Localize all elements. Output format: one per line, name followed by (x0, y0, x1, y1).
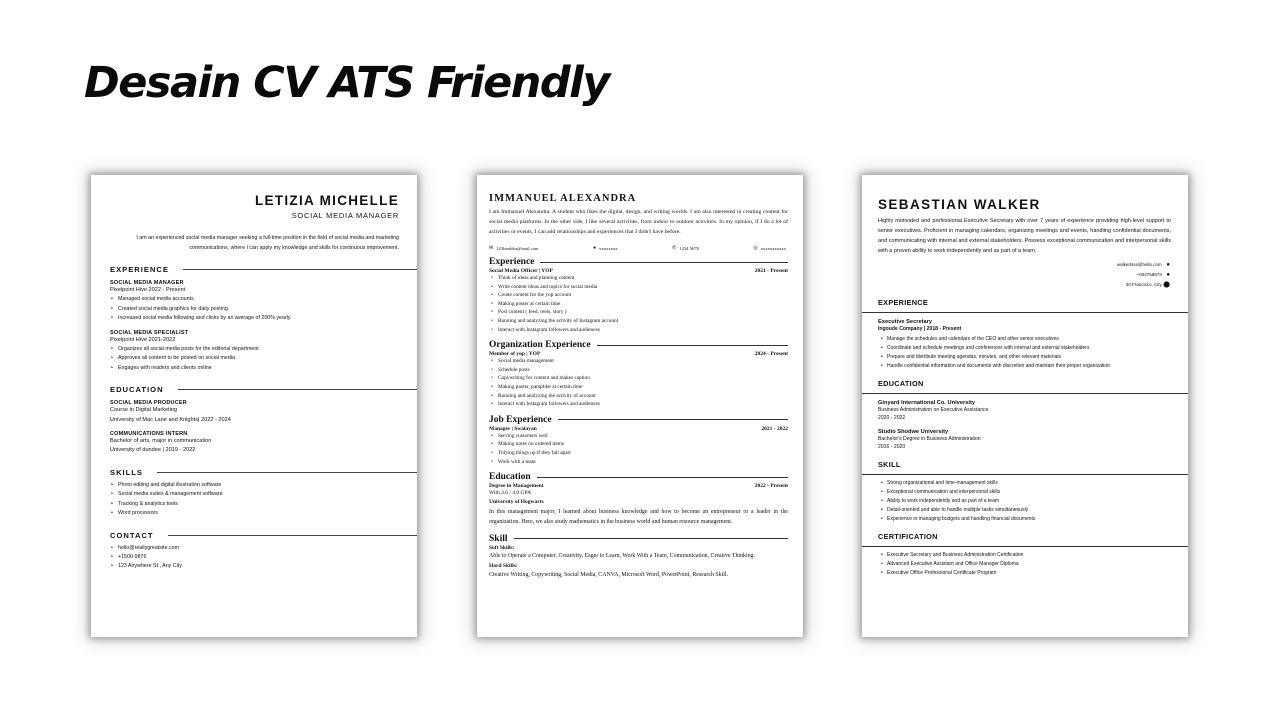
soft-skills-label: Soft Skills: (489, 544, 515, 551)
edu-years: 2016 - 2020 (878, 444, 906, 451)
phone-icon: ✆ (672, 246, 677, 251)
role-date: 2021 - Present (754, 268, 788, 274)
edu-school: University of Hogwarts (489, 498, 544, 505)
list-item: • Ability to work independently and as part of a team (878, 497, 1171, 506)
section-title: SKILL (878, 459, 901, 469)
contact-text: xxxxxxxx (599, 245, 618, 251)
job-company: Ingoude Company | 2018 - Present (878, 326, 962, 332)
contact-text: +003758873 (1136, 272, 1162, 277)
instagram-icon: ◎ (753, 246, 758, 251)
section-experience (110, 265, 399, 274)
divider (597, 345, 788, 346)
section-skill (878, 460, 1171, 475)
job-title: Executive Secretary (878, 319, 933, 325)
cv-summary: I am an experienced social media manager seeking a full-time position in the field of social media and marketing communications, where I can apply my knowledge and skills for continuous improvement. (136, 235, 399, 251)
contact-text: xxxxxxxxxxx (760, 245, 786, 251)
section-title: CERTIFICATION (878, 531, 938, 541)
list-item: • Interact with Instagram followers and audiences (489, 326, 788, 335)
list-item: • Managed social media accounts. (110, 295, 399, 304)
contact-text: 30 Francisco, City (1125, 282, 1162, 287)
job-bullets (110, 345, 399, 373)
list-item: • Social media management (489, 357, 788, 366)
section-education (878, 379, 1171, 394)
list-item: • Think of ideas and planning content (489, 274, 788, 283)
divider (168, 535, 417, 536)
section-title: EDUCATION (110, 385, 164, 395)
section-education (489, 472, 788, 482)
section-title: EDUCATION (878, 378, 924, 388)
job-title: SOCIAL MEDIA SPECIALIST (110, 329, 189, 336)
section-title: EXPERIENCE (110, 265, 169, 274)
divider (862, 312, 1188, 313)
list-item: • 123 Anywhere St., Any City (110, 562, 399, 571)
mail-icon: ✉ (489, 246, 494, 251)
hard-skills-label: Hard Skills: (489, 563, 518, 570)
divider (558, 419, 788, 420)
section-title: Skill (489, 533, 508, 544)
cert-list (878, 551, 1171, 578)
list-item: • Running and analyzing the activity of account (489, 392, 788, 401)
divider (178, 389, 417, 390)
section-skill (489, 534, 788, 544)
cv-card-sebastian[interactable] (862, 175, 1188, 637)
edu-degree: Bachelor's Degree in Business Administration (878, 435, 981, 442)
role-title: Member of yop | YOP (489, 351, 541, 358)
section-skills (110, 468, 399, 477)
edu-degree: Business Administration on Executive Assistance (878, 406, 989, 413)
role-bullets (489, 274, 788, 334)
divider (862, 546, 1188, 547)
divider (540, 262, 788, 263)
contact-location (878, 280, 1170, 290)
section-title: Organization Experience (489, 340, 591, 351)
hard-skills-text: Creative Writing, Copywriting, Social Media, CANVA, Microsoft Word, PowerPoint, Research Skill. (489, 571, 728, 578)
role-date: 2021 - 2022 (761, 425, 788, 432)
list-item: • Exceptional communication and interpersonal skills (878, 488, 1171, 497)
list-item: • Strong organizational and time-management skills (878, 479, 1171, 488)
list-item: • Increased social media following and clicks by an average of 200% yearly. (110, 314, 399, 323)
contact-instagram (753, 245, 786, 251)
contact-phone (878, 270, 1170, 280)
contact-block (878, 260, 1171, 290)
list-item: • Running and analyzing the activity of Instagram account (489, 317, 788, 326)
edu-school: Ginyard International Co. University (878, 399, 976, 406)
job-company: Pixelpoint Hive 2021-2022 (110, 336, 176, 343)
section-title: Job Experience (489, 414, 552, 425)
edu-description: In this management major, I learned about business knowledge and how to become an entrepreneur or a leader in the organization. Here, we also study mathematics in the business world and human resource management. (489, 509, 788, 526)
list-item: • Making poster, pamphlet at certain time (489, 383, 788, 392)
section-experience (878, 298, 1171, 313)
list-item: • Create content for the yop account (489, 291, 788, 300)
list-item: • Tracking & analytics tools (110, 500, 399, 509)
list-item: • Advanced Executive Assistant and Office Manager Diploma (878, 560, 1171, 569)
list-item: • Post content ( feed, reels, story ) (489, 308, 788, 317)
role-title: Social Media Officer | YOP (489, 268, 553, 274)
page-headline: Desain CV ATS Friendly (84, 58, 609, 108)
list-item: • Experience in managing budgets and handling financial documents (878, 515, 1171, 524)
list-item: • Tidying things up if they fall apart (489, 449, 788, 458)
job-company: Pixelpoint Hive 2022 - Present (110, 287, 186, 293)
location-pin-icon: ⬤ (1163, 282, 1170, 288)
contact-email (878, 260, 1170, 270)
edu-title: COMMUNICATIONS INTERN (110, 431, 188, 438)
job-title: SOCIAL MEDIA MANAGER (110, 280, 184, 286)
contact-email (489, 245, 539, 251)
section-education (110, 385, 399, 394)
cv-card-immanuel[interactable] (477, 175, 803, 637)
divider (537, 477, 788, 478)
list-item: • Making notes on ordered items (489, 440, 788, 449)
cv-name: IMMANUEL ALEXANDRA (489, 193, 637, 204)
edu-title: SOCIAL MEDIA PRODUCER (110, 400, 187, 407)
section-experience (489, 257, 788, 267)
list-item: • Manage the schedules and calendars of the CEO and other senior executives (878, 335, 1171, 344)
list-item: • Created social media graphics for daily posting. (110, 305, 399, 314)
skills-list (878, 479, 1171, 524)
job-bullets (878, 335, 1171, 371)
edu-line: Course in Digital Marketing (110, 407, 178, 414)
divider (862, 393, 1188, 394)
edu-degree: Degree in Management (489, 483, 544, 490)
social-icon: ● (593, 245, 597, 251)
list-item: • Work with a team (489, 458, 788, 467)
contact-text: walkertsss@hello.com (1116, 262, 1162, 267)
list-item: • Copywriting for content and makes caption (489, 374, 788, 383)
section-contact (110, 531, 399, 540)
job-bullets (110, 295, 399, 323)
list-item: • Coordinate and schedule meetings and conferences with internal and external stakeholders (878, 344, 1171, 353)
contact-text: 123lmaldra@mail.com (496, 245, 539, 251)
list-item: • Serving customers well (489, 432, 788, 441)
list-item: • Handle confidential information and documents with discretion and maintain their proper organization (878, 362, 1171, 371)
skills-list (110, 481, 399, 519)
list-item: • Write content ideas and topics for social media (489, 283, 788, 292)
edu-line: University of dundee | 2019 - 2022 (110, 447, 196, 454)
cv-summary: I am Immanuel Alexandra. A student who likes the digital, design, and writing worlds. I am also interested in creating content for social media platforms. In the other side, I like several activities, from indoor to outdoor activities. In my opinion, if I do a lot of activities or events, I can add relationships and experiences that I didn't have before. (489, 209, 788, 235)
edu-years: 2020 - 2022 (878, 415, 906, 422)
section-certification (878, 532, 1171, 547)
cv-summary: Highly motivated and professional Executive Secretary with over 7 years of experience providing high-level support to senior executives. Proficient in managing calendars, organizing meetings and events, handling confidential documents, and communicating with internal and external stakeholders. Possess exceptional communication and interpersonal skills with a proven ability to work independently and as part of a team. (878, 218, 1171, 254)
list-item: • Detail-oriented and able to handle multiple tasks simultaneously (878, 506, 1171, 515)
contact-social (593, 245, 617, 251)
list-item: • Organizes all social media posts for the editorial department (110, 345, 399, 354)
section-title: CONTACT (110, 530, 154, 540)
section-title: Education (489, 472, 531, 483)
section-title: Experience (489, 257, 535, 267)
section-title: SKILLS (110, 467, 144, 477)
section-job (489, 415, 788, 425)
list-item: • Executive Office Professional Certificate Program (878, 569, 1171, 578)
role-bullets (489, 432, 788, 466)
mail-icon: ● (1166, 262, 1170, 268)
role-date: 2024 - Present (754, 351, 788, 358)
list-item: • Schedule posts (489, 366, 788, 375)
contact-list (110, 544, 399, 572)
list-item: • Photo editing and digital illustration software (110, 481, 399, 490)
list-item: • Interact with Instagram followers and audiences (489, 400, 788, 409)
list-item: • Engages with readers and clients online (110, 364, 399, 373)
edu-line: Bachelor of arts, major in communication (110, 438, 212, 445)
list-item: • Making poster at certain time (489, 300, 788, 309)
divider (157, 472, 417, 473)
list-item: • +1500-9876 (110, 553, 399, 562)
edu-date: 2022 - Present (754, 483, 788, 490)
cv-card-letizia[interactable] (91, 175, 417, 637)
contact-phone (672, 245, 699, 251)
contact-text: 1234 5678 (679, 245, 699, 251)
cv-role: SOCIAL MEDIA MANAGER (291, 211, 399, 220)
divider (183, 269, 417, 270)
soft-skills-text: Able to Operate a Computer, Creativity, Eager to Learn, Work With a Team, Communication, Creative Thinking. (489, 553, 755, 560)
list-item: • Social media suites & management software (110, 490, 399, 499)
list-item: • Executive Secretary and Business Administration Certification (878, 551, 1171, 560)
list-item: • hello@reallygreatsite.com (110, 544, 399, 553)
list-item: • Prepare and distribute meeting agendas, minutes, and other relevant materials (878, 353, 1171, 362)
edu-gpa: With 3.6 / 4.0 GPA (489, 490, 532, 497)
edu-line: University of Mac Lane and Knights| 2022 - 2024 (110, 416, 231, 423)
list-item: • Approves all content to be posted on social media (110, 354, 399, 363)
contact-row (489, 245, 788, 251)
section-organization (489, 340, 788, 350)
section-title: EXPERIENCE (878, 298, 929, 307)
list-item: • Word processors (110, 509, 399, 518)
role-title: Manager | Swalayan (489, 425, 537, 432)
cv-name: SEBASTIAN WALKER (878, 197, 1041, 212)
cv-name: LETIZIA MICHELLE (254, 193, 399, 208)
divider (514, 538, 789, 539)
phone-icon: ● (1166, 272, 1170, 278)
divider (862, 474, 1188, 475)
edu-school: Studio Shodwe University (878, 428, 949, 435)
role-bullets (489, 357, 788, 409)
